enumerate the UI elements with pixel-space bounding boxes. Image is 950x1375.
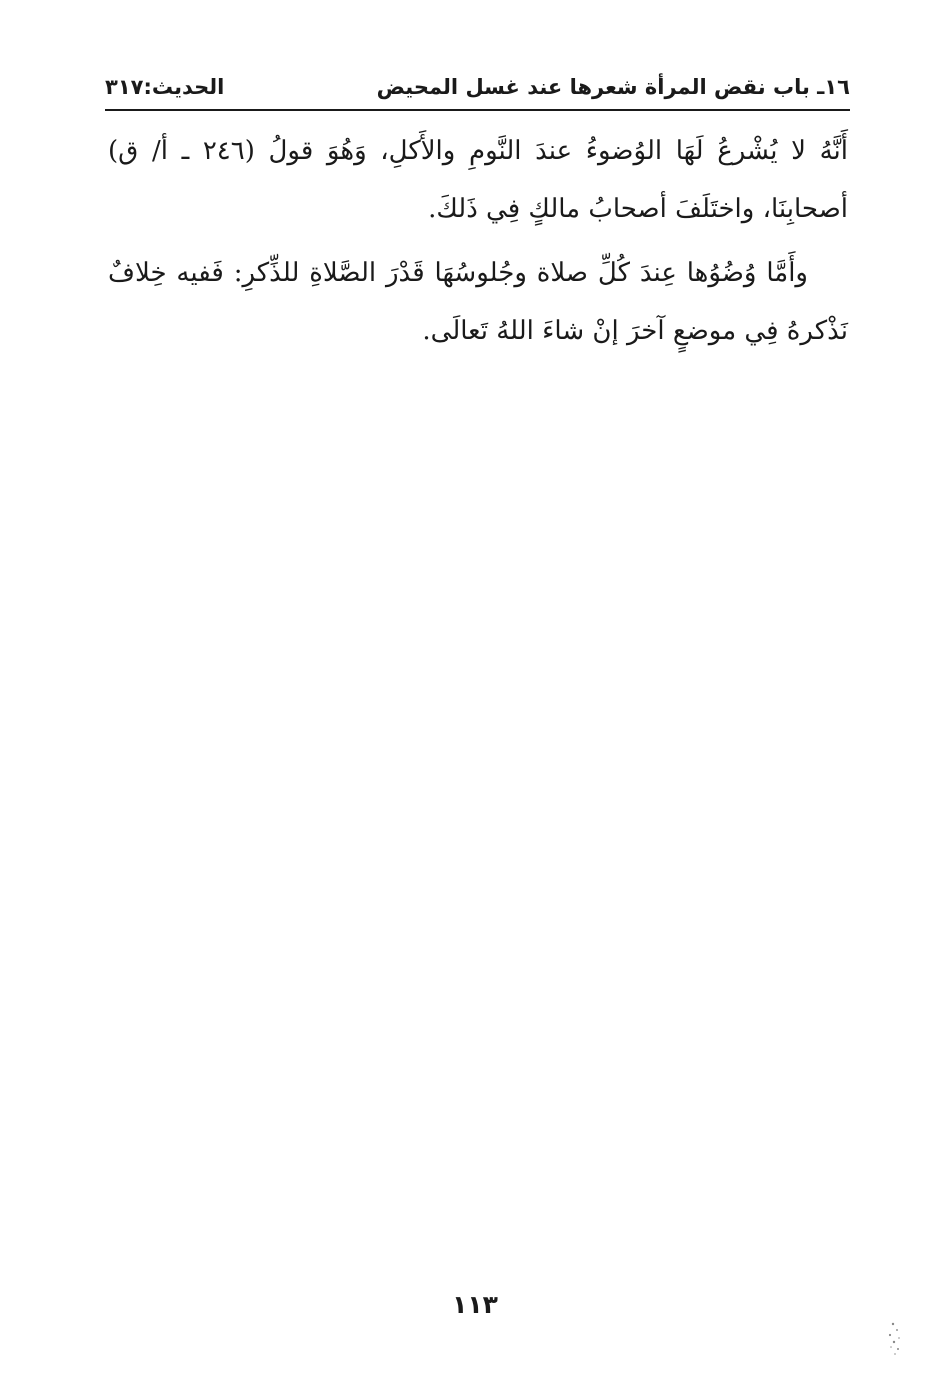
page-number: ١١٣ bbox=[452, 1290, 498, 1319]
hadith-number: الحديث:٣١٧ bbox=[105, 75, 225, 99]
paragraph-1: أَنَّهُ لا يُشْرعُ لَهَا الوُضوءُ عندَ النَّومِ والأَكلِ، وَهُوَ قولُ (٢٤٦ ـ أ/ ق) أصحابِنَا، واختَلَفَ أصحابُ مالكٍ فِي ذَلكَ. bbox=[108, 136, 848, 224]
header-divider bbox=[105, 109, 850, 111]
paragraph-2: وأَمَّا وُضُوُها عِندَ كُلِّ صلاة وجُلوسُهَا قَدْرَ الصَّلاةِ للذِّكرِ: فَفيه خِلافٌ نَذْكرهُ فِي موضعٍ آخرَ إنْ شاءَ اللهُ تَعالَى. bbox=[108, 258, 848, 346]
running-header bbox=[105, 70, 850, 104]
body-text bbox=[108, 122, 848, 360]
chapter-title: ١٦ـ باب نقض المرأة شعرها عند غسل المحيض bbox=[376, 75, 850, 99]
scan-speck bbox=[884, 1318, 906, 1362]
